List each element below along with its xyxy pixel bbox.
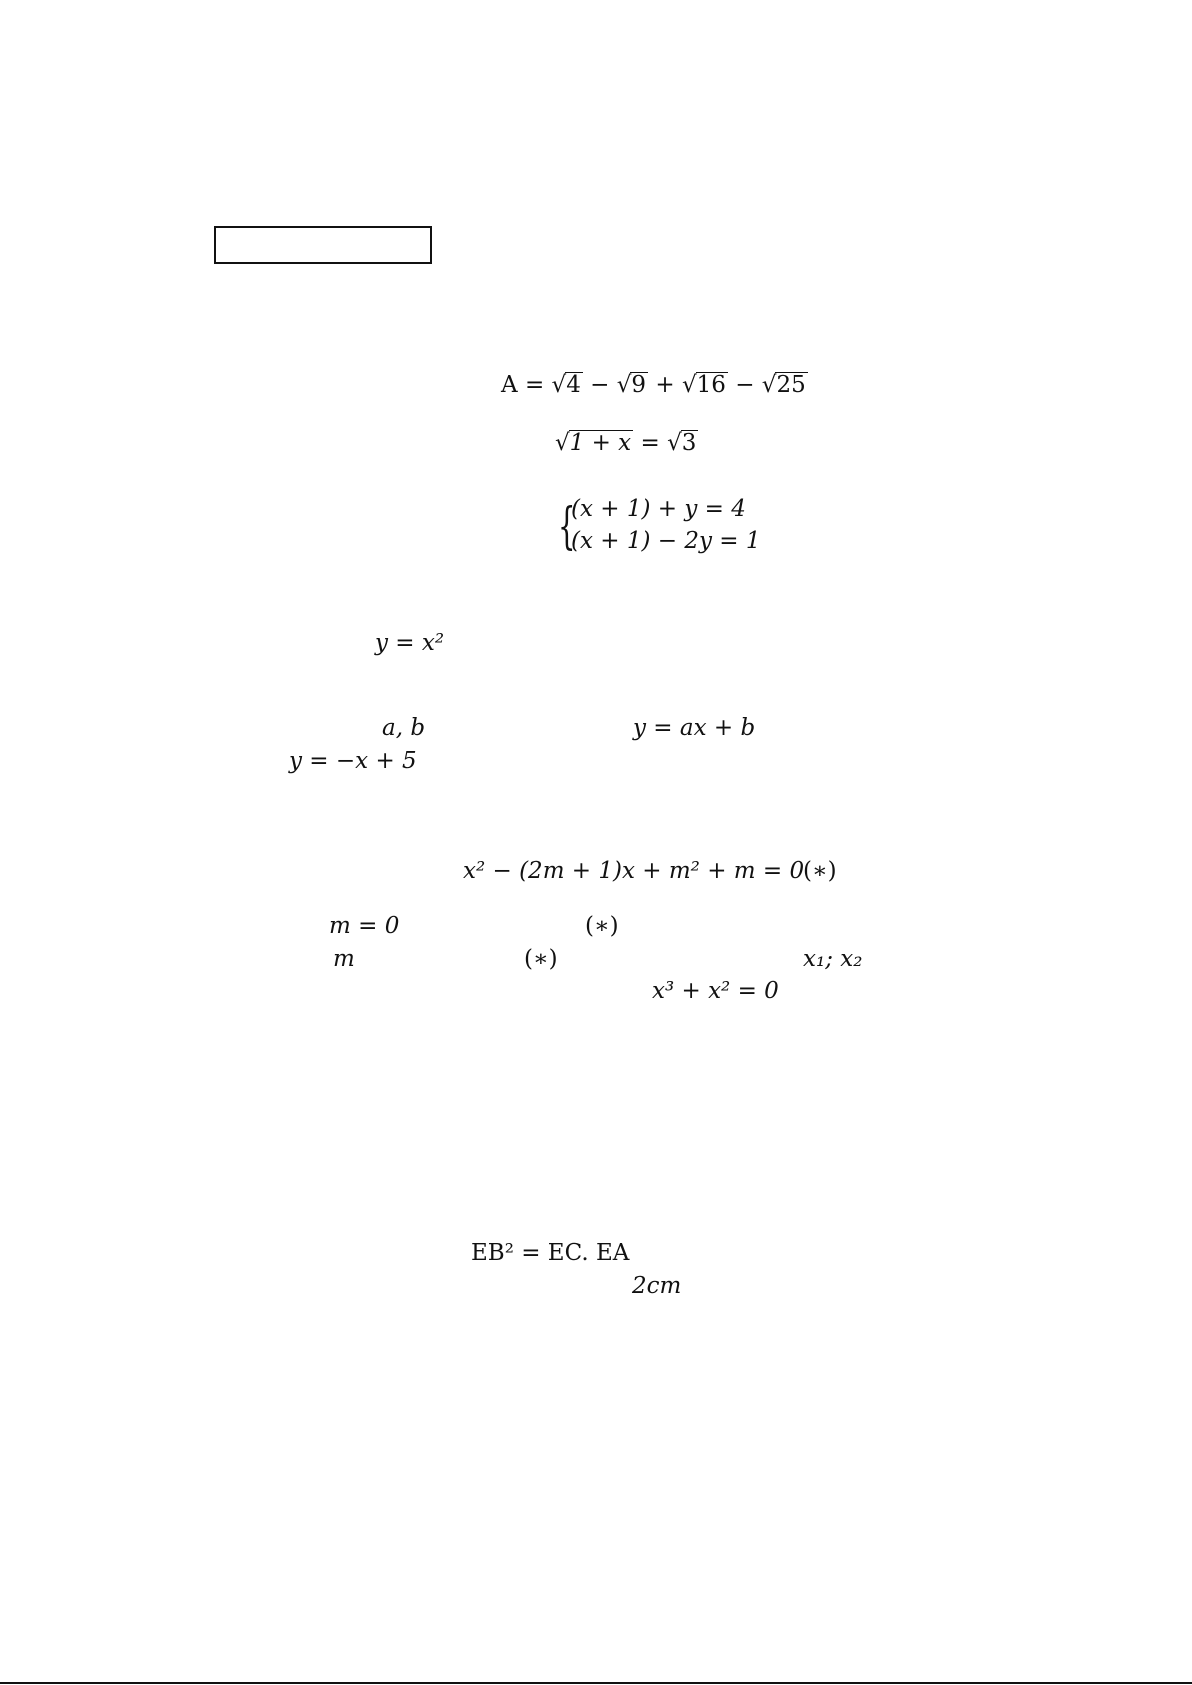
expression-a	[501, 370, 808, 400]
system-brace-icon: {	[558, 497, 576, 555]
operator: +	[655, 372, 675, 398]
length-value: 2cm	[632, 1273, 682, 1299]
params-a-b: a, b	[382, 715, 426, 741]
sqrt-term: √4	[551, 372, 581, 398]
sqrt-term: √9	[616, 372, 647, 398]
sqrt-term: √1 + x	[555, 430, 632, 456]
system-line-2: (x + 1) − 2y = 1	[571, 528, 761, 554]
equation-ref-1: (∗)	[585, 913, 619, 939]
roots-condition: x³ + x² = 0	[652, 978, 779, 1004]
roots-x1-x2: x₁; x₂	[803, 946, 863, 972]
line-given-equation: y = −x + 5	[289, 748, 417, 774]
radicand-1-plus-x: 1 + x	[569, 430, 632, 456]
expr-a-equals: =	[524, 372, 545, 398]
m-equals-zero: m = 0	[329, 913, 400, 939]
m-variable: m	[333, 946, 355, 972]
parabola-equation: y = x²	[375, 630, 445, 656]
radicand-4: 4	[566, 372, 581, 398]
geometry-relation: EB² = EC. EA	[471, 1240, 630, 1266]
header-box	[214, 226, 432, 264]
equation-ref-2: (∗)	[524, 946, 558, 972]
equation-tag: (∗)	[803, 858, 837, 884]
sqrt-equation	[555, 428, 698, 458]
radicand-25: 25	[776, 372, 806, 398]
operator: −	[590, 372, 610, 398]
sqrt-term: √3	[667, 430, 697, 456]
radicand-3: 3	[681, 430, 697, 456]
radicand-9: 9	[631, 372, 647, 398]
equals-sign: =	[640, 430, 660, 456]
sqrt-term: √16	[681, 372, 726, 398]
expr-a-lhs: A	[501, 372, 518, 398]
radicand-16: 16	[696, 372, 726, 398]
line-general-equation: y = ax + b	[633, 715, 756, 741]
sqrt-term: √25	[761, 372, 806, 398]
page-bottom-rule	[0, 1682, 1192, 1684]
operator: −	[735, 372, 755, 398]
quadratic-equation: x² − (2m + 1)x + m² + m = 0	[463, 858, 805, 884]
system-line-1: (x + 1) + y = 4	[571, 496, 746, 522]
